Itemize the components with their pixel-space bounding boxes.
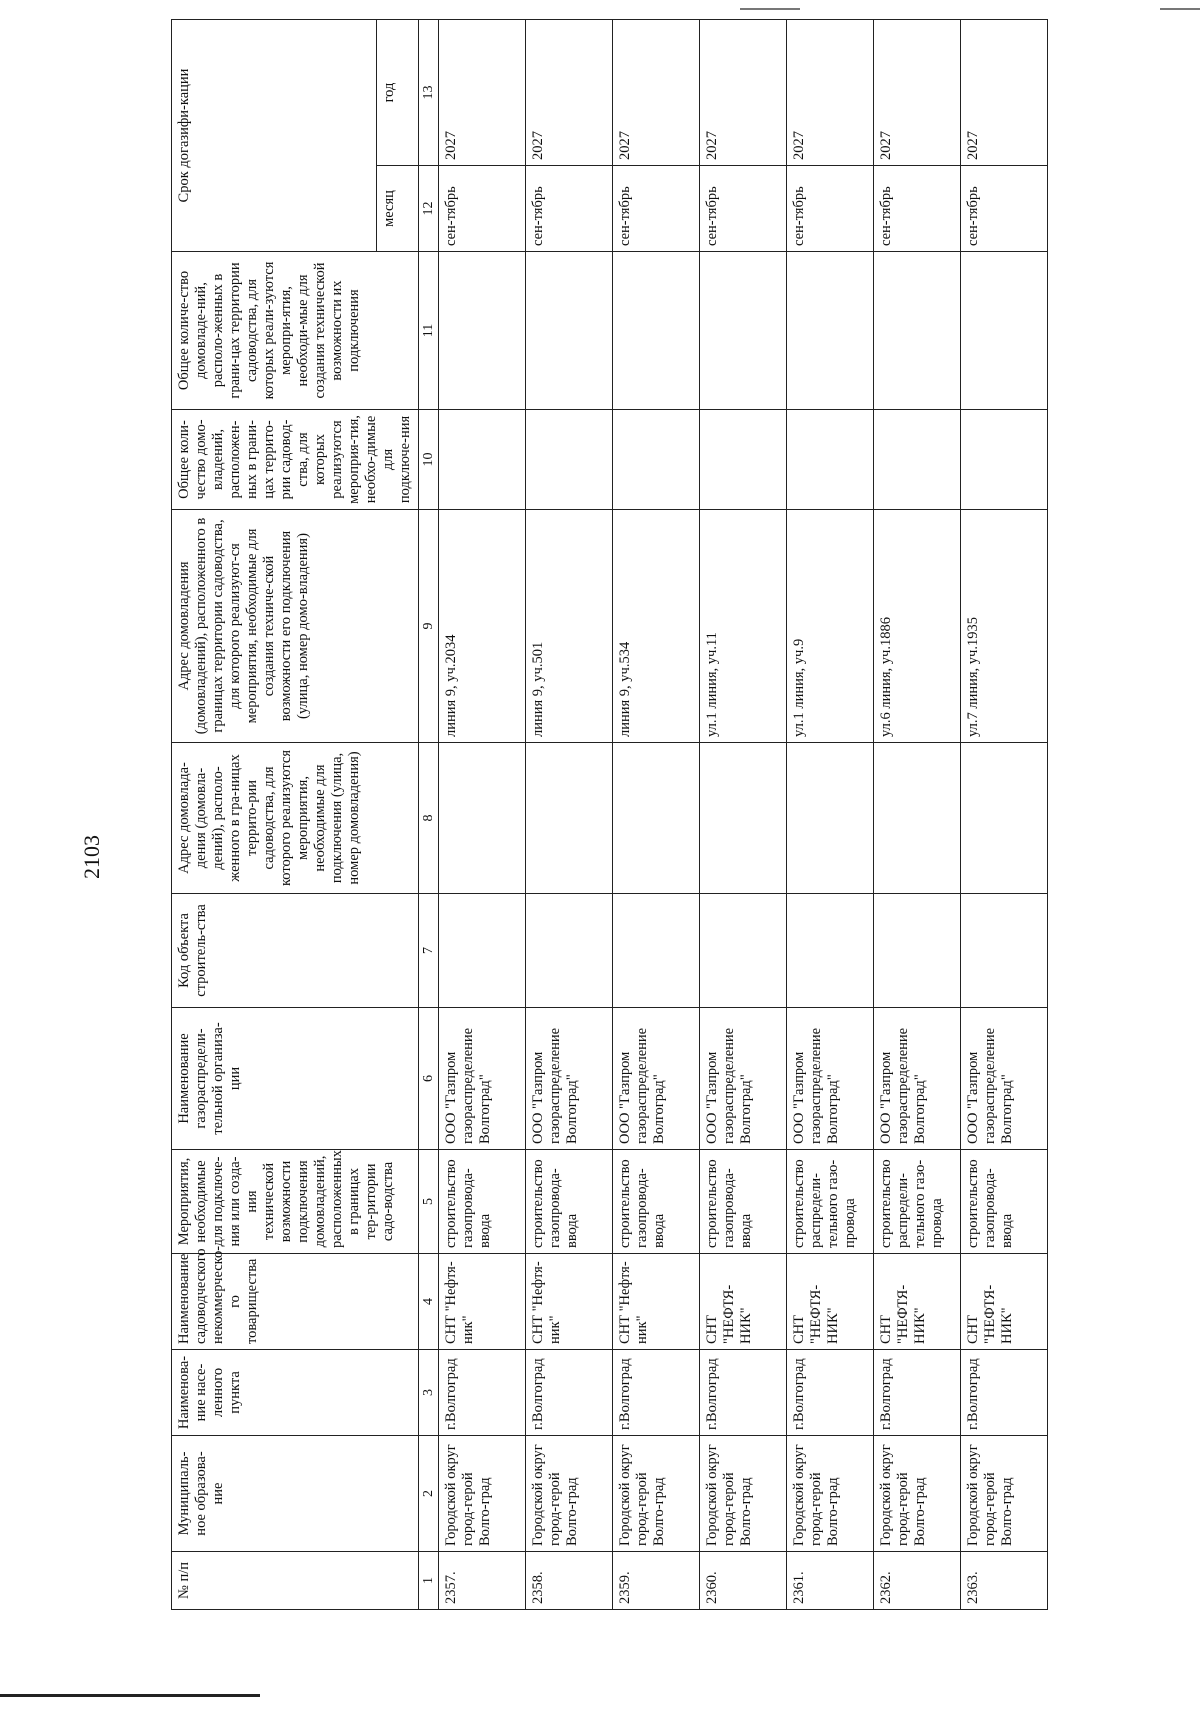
- table-row: [439, 20, 526, 1610]
- page-number: 2103: [79, 835, 104, 879]
- snt-cell: СНТ "НЕФТЯ-НИК": [961, 1254, 1048, 1350]
- year-cell: 2027: [526, 20, 613, 166]
- header-settlement: Наименова-ние насе-ленного пункта: [172, 1350, 419, 1436]
- municipality-cell: Городской округ город-герой Волго-град: [961, 1436, 1048, 1552]
- header-object-code: Код объекта строитель-ства: [172, 894, 419, 1008]
- month-cell: сен-тябрь: [787, 166, 874, 252]
- settlement-cell: г.Волгоград: [439, 1350, 526, 1436]
- organization-cell: ООО "Газпром газораспределение Волгоград": [439, 1008, 526, 1150]
- total-connection-cell: [787, 410, 874, 510]
- address-technical-cell: ул.1 линия, уч.11: [700, 510, 787, 743]
- table-row: [874, 20, 961, 1610]
- event-cell: строительство газопровода-ввода: [439, 1150, 526, 1254]
- column-number-row: [419, 20, 439, 1610]
- snt-cell: СНТ "НЕФТЯ-НИК": [700, 1254, 787, 1350]
- header-snt: Наименование садоводческого некоммерческо-го товарищества: [172, 1254, 419, 1350]
- address-connection-cell: [526, 743, 613, 894]
- municipality-cell: Городской округ город-герой Волго-град: [613, 1436, 700, 1552]
- organization-cell: ООО "Газпром газораспределение Волгоград": [526, 1008, 613, 1150]
- address-technical-cell: ул.6 линия, уч.1886: [874, 510, 961, 743]
- organization-cell: ООО "Газпром газораспределение Волгоград": [874, 1008, 961, 1150]
- year-cell: 2027: [961, 20, 1048, 166]
- gasification-table: [171, 19, 1048, 1610]
- column-number: 7: [419, 894, 439, 1008]
- address-connection-cell: [787, 743, 874, 894]
- total-technical-cell: [700, 252, 787, 410]
- organization-cell: ООО "Газпром газораспределение Волгоград": [613, 1008, 700, 1150]
- year-cell: 2027: [700, 20, 787, 166]
- header-municipality: Муниципаль-ное образова-ние: [172, 1436, 419, 1552]
- settlement-cell: г.Волгоград: [613, 1350, 700, 1436]
- organization-cell: ООО "Газпром газораспределение Волгоград": [961, 1008, 1048, 1150]
- table-row: [787, 20, 874, 1610]
- address-connection-cell: [613, 743, 700, 894]
- row-number: 2357.: [439, 1552, 526, 1610]
- address-connection-cell: [439, 743, 526, 894]
- snt-cell: СНТ "НЕФТЯ-НИК": [874, 1254, 961, 1350]
- header-row: [172, 20, 377, 1610]
- column-number: 13: [419, 20, 439, 166]
- row-number: 2359.: [613, 1552, 700, 1610]
- address-technical-cell: линия 9, уч.501: [526, 510, 613, 743]
- column-number: 6: [419, 1008, 439, 1150]
- scan-mark: [1160, 8, 1200, 10]
- month-cell: сен-тябрь: [961, 166, 1048, 252]
- settlement-cell: г.Волгоград: [961, 1350, 1048, 1436]
- column-number: 3: [419, 1350, 439, 1436]
- municipality-cell: Городской округ город-герой Волго-град: [526, 1436, 613, 1552]
- row-number: 2363.: [961, 1552, 1048, 1610]
- scan-mark: [740, 8, 800, 10]
- object-code-cell: [526, 894, 613, 1008]
- header-total-connection: Общее коли-чество домо-владений, расположен-ных в грани-цах террито-рии садовод-ства, для которых реализуются мероприя-тия, необхо-димые для подключе-ния: [172, 410, 419, 510]
- total-connection-cell: [439, 410, 526, 510]
- rotated-table-container: [171, 20, 1055, 1610]
- year-cell: 2027: [439, 20, 526, 166]
- address-technical-cell: линия 9, уч.534: [613, 510, 700, 743]
- total-connection-cell: [613, 410, 700, 510]
- snt-cell: СНТ "НЕФТЯ-НИК": [787, 1254, 874, 1350]
- object-code-cell: [961, 894, 1048, 1008]
- object-code-cell: [700, 894, 787, 1008]
- total-connection-cell: [874, 410, 961, 510]
- total-technical-cell: [439, 252, 526, 410]
- header-num: № п/п: [172, 1552, 419, 1610]
- total-connection-cell: [526, 410, 613, 510]
- column-number: 11: [419, 252, 439, 410]
- month-cell: сен-тябрь: [700, 166, 787, 252]
- column-number: 5: [419, 1150, 439, 1254]
- snt-cell: СНТ "Нефтя-ник": [613, 1254, 700, 1350]
- settlement-cell: г.Волгоград: [787, 1350, 874, 1436]
- scan-edge: [0, 1694, 260, 1697]
- snt-cell: СНТ "Нефтя-ник": [439, 1254, 526, 1350]
- total-connection-cell: [961, 410, 1048, 510]
- address-technical-cell: ул.1 линия, уч.9: [787, 510, 874, 743]
- object-code-cell: [613, 894, 700, 1008]
- object-code-cell: [787, 894, 874, 1008]
- address-connection-cell: [874, 743, 961, 894]
- row-number: 2358.: [526, 1552, 613, 1610]
- month-cell: сен-тябрь: [613, 166, 700, 252]
- column-number: 1: [419, 1552, 439, 1610]
- event-cell: строительство газопровода-ввода: [613, 1150, 700, 1254]
- total-technical-cell: [961, 252, 1048, 410]
- organization-cell: ООО "Газпром газораспределение Волгоград": [700, 1008, 787, 1150]
- object-code-cell: [874, 894, 961, 1008]
- header-address-technical: Адрес домовладения (домовладений), расположенного в границах территории садоводства, для которого реализуют-ся мероприятия, необходимые для создания техниче-ской возможности его подключения (улица, номер домо-владения): [172, 510, 419, 743]
- table-row: [961, 20, 1048, 1610]
- municipality-cell: Городской округ город-герой Волго-град: [700, 1436, 787, 1552]
- row-number: 2362.: [874, 1552, 961, 1610]
- header-organization: Наименование газораспредели-тельной организа-ции: [172, 1008, 419, 1150]
- settlement-cell: г.Волгоград: [700, 1350, 787, 1436]
- header-total-technical: Общее количе-ство домовладе-ний, располо-женных в грани-цах территории садоводства, для которых реали-зуются меропри-ятия, необходи-мые для создания технической возможности их подключения: [172, 252, 419, 410]
- address-technical-cell: ул.7 линия, уч.1935: [961, 510, 1048, 743]
- municipality-cell: Городской округ город-герой Волго-град: [787, 1436, 874, 1552]
- year-cell: 2027: [613, 20, 700, 166]
- object-code-cell: [439, 894, 526, 1008]
- event-cell: строительство газопровода-ввода: [700, 1150, 787, 1254]
- snt-cell: СНТ "Нефтя-ник": [526, 1254, 613, 1350]
- settlement-cell: г.Волгоград: [874, 1350, 961, 1436]
- settlement-cell: г.Волгоград: [526, 1350, 613, 1436]
- total-technical-cell: [526, 252, 613, 410]
- address-connection-cell: [700, 743, 787, 894]
- column-number: 9: [419, 510, 439, 743]
- address-connection-cell: [961, 743, 1048, 894]
- event-cell: строительство распредели-тельного газо-провода: [787, 1150, 874, 1254]
- row-number: 2360.: [700, 1552, 787, 1610]
- total-technical-cell: [613, 252, 700, 410]
- total-technical-cell: [787, 252, 874, 410]
- header-address-connection: Адрес домовлада-дения (домовла-дений), располо-женного в гра-ницах террито-рии садоводства, для которого реализуются мероприятия, необходимые для подключения (улица, номер домовладения): [172, 743, 419, 894]
- column-number: 12: [419, 166, 439, 252]
- month-cell: сен-тябрь: [439, 166, 526, 252]
- column-number: 2: [419, 1436, 439, 1552]
- event-cell: строительство распредели-тельного газо-провода: [874, 1150, 961, 1254]
- table-row: [613, 20, 700, 1610]
- table-row: [700, 20, 787, 1610]
- municipality-cell: Городской округ город-герой Волго-град: [439, 1436, 526, 1552]
- total-technical-cell: [874, 252, 961, 410]
- header-deadline: Срок догазифи-кации: [172, 20, 377, 252]
- address-technical-cell: линия 9, уч.2034: [439, 510, 526, 743]
- municipality-cell: Городской округ город-герой Волго-град: [874, 1436, 961, 1552]
- event-cell: строительство газопровода-ввода: [961, 1150, 1048, 1254]
- column-number: 4: [419, 1254, 439, 1350]
- total-connection-cell: [700, 410, 787, 510]
- year-cell: 2027: [787, 20, 874, 166]
- organization-cell: ООО "Газпром газораспределение Волгоград": [787, 1008, 874, 1150]
- column-number: 8: [419, 743, 439, 894]
- year-cell: 2027: [874, 20, 961, 166]
- table-row: [526, 20, 613, 1610]
- event-cell: строительство газопровода-ввода: [526, 1150, 613, 1254]
- header-event: Мероприятия, необходимые для подключе-ния или созда-ния технической возможности подключения домовладений, расположенных в границах тер-ритории садо-водства: [172, 1150, 419, 1254]
- header-month: месяц: [377, 166, 419, 252]
- column-number: 10: [419, 410, 439, 510]
- month-cell: сен-тябрь: [526, 166, 613, 252]
- row-number: 2361.: [787, 1552, 874, 1610]
- header-year: год: [377, 20, 419, 166]
- month-cell: сен-тябрь: [874, 166, 961, 252]
